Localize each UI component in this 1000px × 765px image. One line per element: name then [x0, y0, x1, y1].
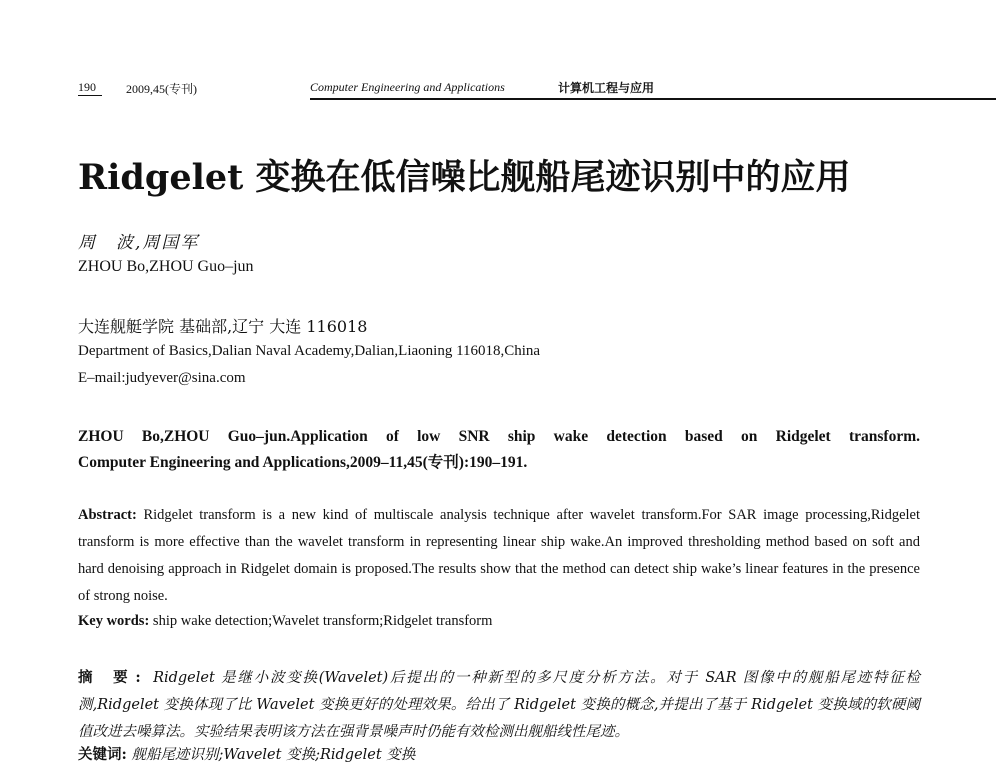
keywords-en [78, 611, 920, 631]
keywords-cn-label: 关键词: [78, 746, 127, 763]
citation [78, 424, 920, 476]
page-number: 190 [78, 80, 96, 94]
abstract-text: Ridgelet transform is a new kind of multiscale analysis technique after wavelet transform.For SAR image processing,Ridgelet transform is more effective than the wavelet transform in representing linear ship wake.An improved thresholding method based on soft and hard denoising approach in Ridgelet domain is proposed.The results show that the method can detect ship wake’s linear features in the presence of strong noise. [78, 507, 920, 604]
abstract-en [78, 502, 920, 610]
paper-title: Ridgelet 变换在低信噪比舰船尾迹识别中的应用 [78, 157, 851, 198]
authors-en: ZHOU Bo,ZHOU Guo–jun [78, 258, 254, 275]
journal-name-cn: 计算机工程与应用 [558, 81, 655, 95]
header-rule [310, 98, 996, 100]
page-number-underline [78, 95, 102, 96]
keywords-cn [78, 745, 920, 765]
issue-info: 2009,45(专刊) [126, 82, 197, 96]
affiliation-en: Department of Basics,Dalian Naval Academy,Dalian,Liaoning 116018,China [78, 343, 541, 359]
abstract-label: Abstract: [78, 507, 137, 523]
keywords-cn-text: 舰船尾迹识别;Wavelet 变换;Ridgelet 变换 [131, 747, 416, 763]
keywords-text: ship wake detection;Wavelet transform;Ridgelet transform [152, 613, 493, 629]
affiliation-cn: 大连舰艇学院 基础部,辽宁 大连 116018 [78, 317, 368, 336]
abstract-cn-label: 摘 要: [78, 669, 147, 686]
keywords-label: Key words: [78, 613, 150, 629]
journal-name-en: Computer Engineering and Applications [310, 80, 505, 94]
abstract-cn-text: Ridgelet 是继小波变换(Wavelet)后提出的一种新型的多尺度分析方法。对于 SAR 图像中的舰船尾迹特征检测,Ridgelet 变换体现了比 Wavelet 变换更好的处理效果。给出了 Ridgelet 变换的概念,并提出了基于 Ridgelet 变换域的软硬阈值改进去噪算法。实验结果表明该方法在强背景噪声时仍能有效检测出舰船线性尾迹。 [78, 670, 921, 740]
citation-line-1: ZHOU Bo,ZHOU Guo–jun.Application of low SNR ship wake detection based on Ridgelet transform. [78, 428, 920, 445]
authors-cn: 周 波,周国军 [78, 233, 200, 253]
email: E–mail:judyever@sina.com [78, 370, 246, 386]
abstract-cn [78, 664, 920, 746]
citation-line-2: Computer Engineering and Applications,2009–11,45(专刊):190–191. [78, 454, 528, 471]
running-header [78, 78, 918, 100]
